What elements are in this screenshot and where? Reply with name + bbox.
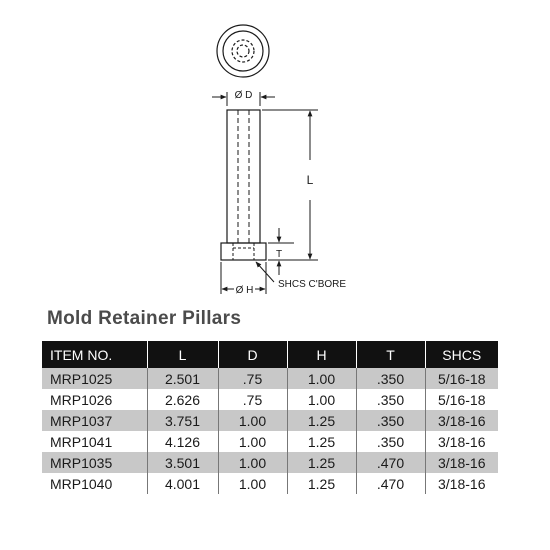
column-header-h: H — [287, 341, 356, 368]
column-header-l: L — [147, 341, 218, 368]
cell-item-no: MRP1035 — [42, 452, 147, 473]
label-diameter-d: Ø D — [234, 90, 253, 101]
cell-item-no: MRP1025 — [42, 368, 147, 389]
cell-item-no: MRP1037 — [42, 410, 147, 431]
cell-t: .350 — [356, 431, 425, 452]
cell-l: 3.501 — [147, 452, 218, 473]
cell-h: 1.00 — [287, 368, 356, 389]
cell-l: 3.751 — [147, 410, 218, 431]
label-shcs-cbore: SHCS C'BORE — [278, 279, 347, 290]
cell-l: 4.126 — [147, 431, 218, 452]
leader-shcs-cbore — [256, 262, 274, 282]
cell-item-no: MRP1040 — [42, 473, 147, 494]
pillar-head — [221, 243, 266, 260]
top-view — [217, 25, 269, 77]
top-view-outer-circle — [217, 25, 269, 77]
section-title: Mold Retainer Pillars — [47, 308, 242, 329]
cell-item-no: MRP1041 — [42, 431, 147, 452]
cell-t: .470 — [356, 452, 425, 473]
table-row — [42, 368, 498, 389]
table-header-row — [42, 341, 498, 368]
cell-t: .350 — [356, 410, 425, 431]
cell-d: .75 — [218, 389, 287, 410]
cell-l: 4.001 — [147, 473, 218, 494]
table-row — [42, 452, 498, 473]
cell-d: 1.00 — [218, 410, 287, 431]
cell-item-no: MRP1026 — [42, 389, 147, 410]
label-thickness: T — [276, 249, 283, 260]
column-header-item-no: ITEM NO. — [42, 341, 147, 368]
cell-shcs: 3/18-16 — [425, 452, 498, 473]
cell-l: 2.501 — [147, 368, 218, 389]
cell-shcs: 3/18-16 — [425, 410, 498, 431]
table-row — [42, 389, 498, 410]
column-header-t: T — [356, 341, 425, 368]
cell-shcs: 5/16-18 — [425, 368, 498, 389]
cell-shcs: 3/18-16 — [425, 431, 498, 452]
cell-shcs: 3/18-16 — [425, 473, 498, 494]
cell-h: 1.25 — [287, 410, 356, 431]
label-diameter-h: Ø H — [235, 285, 254, 296]
cell-d: 1.00 — [218, 452, 287, 473]
top-view-body-circle — [223, 31, 263, 71]
top-view-hole-circle — [237, 45, 249, 57]
cell-t: .350 — [356, 368, 425, 389]
cell-shcs: 5/16-18 — [425, 389, 498, 410]
cell-h: 1.25 — [287, 431, 356, 452]
column-header-shcs: SHCS — [425, 341, 498, 368]
label-length: L — [306, 173, 314, 187]
cell-h: 1.00 — [287, 389, 356, 410]
cell-l: 2.626 — [147, 389, 218, 410]
cell-h: 1.25 — [287, 473, 356, 494]
cell-d: 1.00 — [218, 473, 287, 494]
table-row — [42, 431, 498, 452]
table-row — [42, 410, 498, 431]
side-view — [221, 110, 266, 260]
column-header-d: D — [218, 341, 287, 368]
spec-table — [42, 341, 498, 494]
cell-d: .75 — [218, 368, 287, 389]
cell-d: 1.00 — [218, 431, 287, 452]
cell-t: .350 — [356, 389, 425, 410]
top-view-cbore-circle — [232, 40, 254, 62]
cell-t: .470 — [356, 473, 425, 494]
pillar-body — [227, 110, 260, 243]
table-row — [42, 473, 498, 494]
cell-h: 1.25 — [287, 452, 356, 473]
